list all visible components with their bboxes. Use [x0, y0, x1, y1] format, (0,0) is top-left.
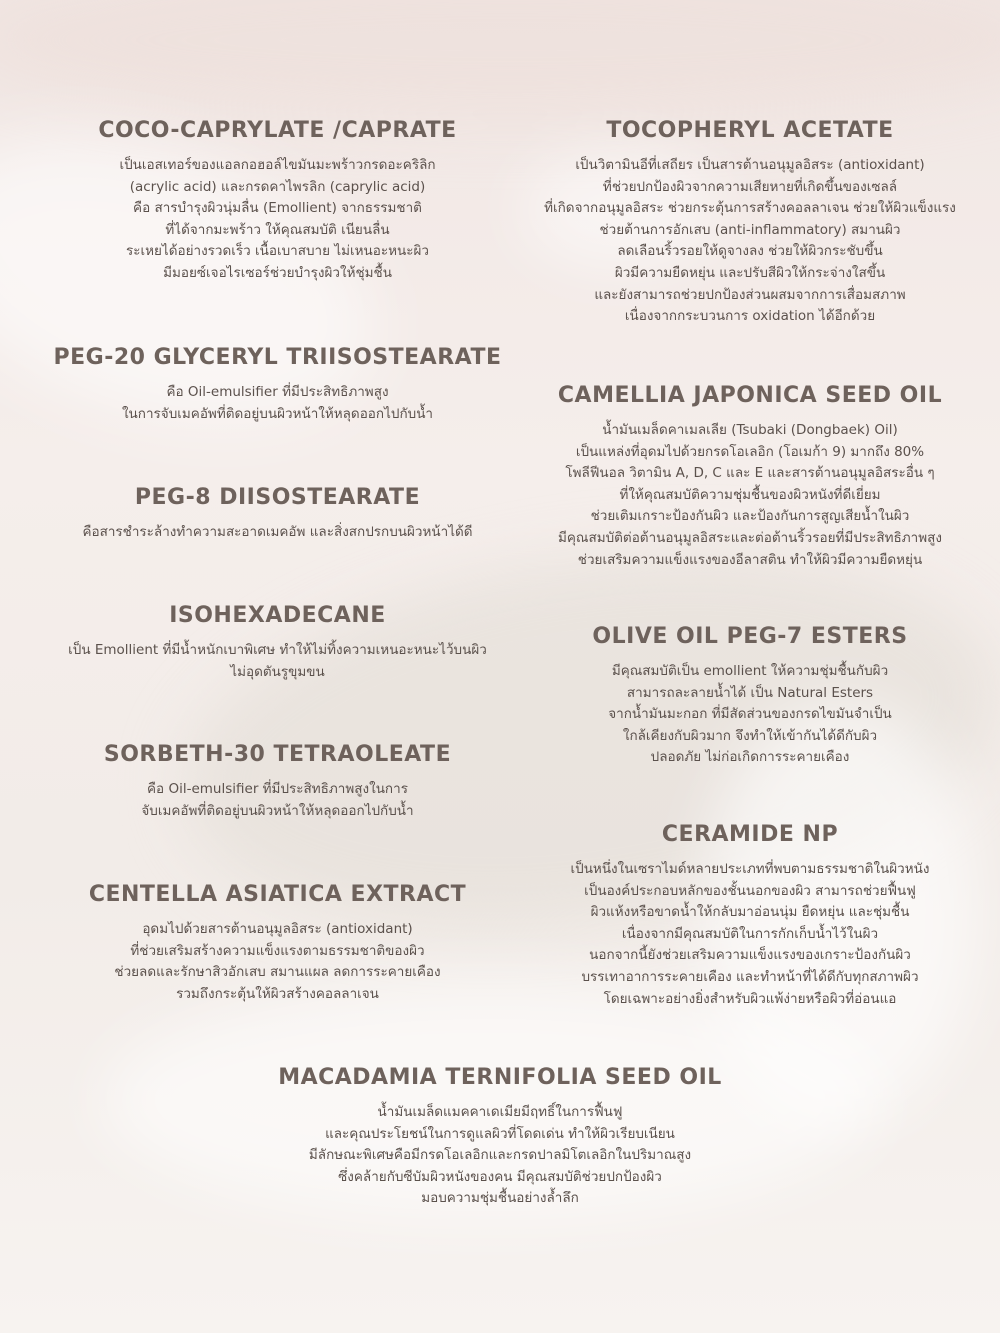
description-line: มีลักษณะพิเศษคือมีกรดโอเลอิกและกรดปาลมิโตเลอิกในปริมาณสูง	[308, 1147, 692, 1164]
ingredient-macadamia	[150, 1065, 850, 1210]
ingredient-peg-20	[40, 345, 515, 425]
ingredient-description	[40, 522, 515, 544]
description-line: ผิวมีความยืดหยุ่น และปรับสีผิวให้กระจ่างใสขึ้น	[614, 264, 886, 281]
description-line: ที่ได้จากมะพร้าว ให้คุณสมบัติ เนียนลื่น	[165, 221, 390, 238]
ingredient-description	[150, 1102, 850, 1210]
description-line: เนื่องจากกระบวนการ oxidation ได้อีกด้วย	[624, 308, 876, 325]
description-line: ที่ให้คุณสมบัติความชุ่มชื้นของผิวหนังที่ดีเยี่ยม	[619, 486, 881, 503]
ingredient-title: CAMELLIA JAPONICA SEED OIL	[557, 383, 943, 408]
description-line: ที่ช่วยปกป้องผิวจากความเสียหายที่เกิดขึ้นของเซลล์	[602, 178, 898, 195]
description-line: เนื่องจากมีคุณสมบัติในการกักเก็บน้ำไว้ในผิว	[621, 925, 879, 942]
description-line: ในการจับเมคอัพที่ติดอยู่บนผิวหน้าให้หลุดออกไปกับน้ำ	[121, 405, 434, 422]
description-line: จากน้ำมันมะกอก ที่มีสัดส่วนของกรดไขมันจำเป็น	[608, 706, 892, 723]
ingredient-camellia	[515, 383, 985, 571]
ingredient-sorbeth-30	[40, 742, 515, 822]
ingredient-description	[40, 779, 515, 822]
description-line: ช่วยเติมเกราะป้องกันผิว และป้องกันการสูญเสียน้ำในผิว	[590, 508, 910, 525]
description-line: เป็นวิตามินอีที่เสถียร เป็นสารต้านอนุมูลอิสระ (antioxidant)	[575, 157, 925, 173]
ingredient-title: PEG-8 DIISOSTEARATE	[134, 485, 421, 510]
description-line: ช่วยต้านการอักเสบ (anti-inflammatory) สมานผิว	[599, 221, 901, 238]
description-line: เป็นหนึ่งในเซราไมด์หลายประเภทที่พบตามธรรมชาติในผิวหนัง	[570, 861, 930, 877]
description-line: คือ Oil-emulsifier ที่มีประสิทธิภาพสูง	[166, 384, 389, 400]
ingredient-title: SORBETH-30 TETRAOLEATE	[103, 742, 452, 767]
description-line: โพลีฟีนอล วิตามิน A, D, C และ E และสารต้านอนุมูลอิสระอื่น ๆ	[565, 465, 935, 482]
ingredient-description	[40, 155, 515, 285]
ingredient-coco-caprylate	[40, 118, 515, 285]
description-line: อุดมไปด้วยสารต้านอนุมูลอิสระ (antioxidant)	[142, 921, 413, 937]
description-line: นอกจากนี้ยังช่วยเสริมความแข็งแรงของเกราะป้องกันผิว	[589, 947, 911, 964]
description-line: ปลอดภัย ไม่ก่อเกิดการระคายเคือง	[650, 749, 850, 766]
description-line: และยังสามารถช่วยปกป้องส่วนผสมจากการเสื่อมสภาพ	[594, 286, 906, 303]
ingredient-description	[40, 640, 515, 683]
description-line: เป็นแหล่งที่อุดมไปด้วยกรดโอเลอิก (โอเมก้า 9) มากถึง 80%	[575, 443, 925, 460]
ingredient-title: ISOHEXADECANE	[169, 603, 386, 628]
ingredient-description	[515, 859, 985, 1010]
ingredient-title: COCO-CAPRYLATE /CAPRATE	[98, 118, 457, 143]
ingredient-tocopheryl	[515, 118, 985, 328]
description-line: ช่วยเสริมความแข็งแรงของอีลาสติน ทำให้ผิวมีความยืดหยุ่น	[577, 551, 923, 568]
description-line: คือสารชำระล้างทำความสะอาดเมคอัพ และสิ่งสกปรกบนผิวหน้าได้ดี	[82, 524, 473, 540]
description-line: ที่ช่วยเสริมสร้างความแข็งแรงตามธรรมชาติของผิว	[130, 942, 425, 959]
ingredient-olive-oil	[515, 624, 985, 769]
description-line: (acrylic acid) และกรดคาไพรลิก (caprylic acid)	[129, 178, 426, 195]
description-line: คือ Oil-emulsifier ที่มีประสิทธิภาพสูงในการ	[147, 781, 408, 797]
description-line: โดยเฉพาะอย่างยิ่งสำหรับผิวแพ้ง่ายหรือผิวที่อ่อนแอ	[603, 990, 897, 1007]
ingredient-title: CENTELLA ASIATICA EXTRACT	[88, 882, 467, 907]
description-line: ผิวแห้งหรือขาดน้ำให้กลับมาอ่อนนุ่ม ยืดหยุ่น และชุ่มชื้น	[590, 904, 910, 921]
description-line: สามารถละลายน้ำได้ เป็น Natural Esters	[626, 684, 874, 701]
description-line: ซึ่งคล้ายกับซีบัมผิวหนังของคน มีคุณสมบัติช่วยปกป้องผิว	[338, 1168, 662, 1185]
ingredient-description	[515, 420, 985, 571]
ingredient-isohexadecane	[40, 603, 515, 683]
ingredient-description	[515, 155, 985, 328]
description-line: น้ำมันเมล็ดคาเมลเลีย (Tsubaki (Dongbaek) Oil)	[602, 422, 898, 438]
ingredient-ceramide	[515, 822, 985, 1010]
description-line: น้ำมันเมล็ดแมคคาเดเมียมีฤทธิ์ในการฟื้นฟู	[377, 1104, 623, 1120]
ingredient-title: TOCOPHERYL ACETATE	[606, 118, 894, 143]
description-line: ที่เกิดจากอนุมูลอิสระ ช่วยกระตุ้นการสร้างคอลลาเจน ช่วยให้ผิวแข็งแรง	[544, 200, 956, 217]
description-line: ลดเลือนริ้วรอยให้ดูจางลง ช่วยให้ผิวกระชับขึ้น	[617, 243, 883, 260]
description-line: รวมถึงกระตุ้นให้ผิวสร้างคอลลาเจน	[176, 985, 379, 1002]
ingredient-description	[40, 382, 515, 425]
ingredient-title: OLIVE OIL PEG-7 ESTERS	[592, 624, 908, 649]
description-line: มอบความชุ่มชื้นอย่างล้ำลึก	[421, 1190, 579, 1207]
description-line: เป็นองค์ประกอบหลักของชั้นนอกของผิว สามารถช่วยฟื้นฟู	[584, 882, 916, 899]
description-line: และคุณประโยชน์ในการดูแลผิวที่โดดเด่น ทำให้ผิวเรียบเนียน	[325, 1125, 675, 1142]
ingredient-title: CERAMIDE NP	[661, 822, 839, 847]
description-line: มีมอยซ์เจอไรเซอร์ช่วยบำรุงผิวให้ชุ่มชื้น	[163, 264, 392, 281]
description-line: มีคุณสมบัติต่อต้านอนุมูลอิสระและต่อต้านริ้วรอยที่มีประสิทธิภาพสูง	[558, 529, 942, 546]
description-line: คือ สารบำรุงผิวนุ่มลื่น (Emollient) จากธรรมชาติ	[133, 200, 422, 217]
description-line: จับเมคอัพที่ติดอยู่บนผิวหน้าให้หลุดออกไปกับน้ำ	[141, 802, 414, 819]
ingredient-peg-8	[40, 485, 515, 544]
description-line: เป็น Emollient ที่มีน้ำหนักเบาพิเศษ ทำให้ไม่ทิ้งความเหนอะหนะไว้บนผิว	[68, 642, 487, 658]
description-line: ใกล้เคียงกับผิวมาก จึงทำให้เข้ากันได้ดีกับผิว	[622, 727, 878, 744]
description-line: เป็นเอสเทอร์ของแอลกอฮอล์ไขมันมะพร้าวกรดอะคริลิก	[119, 157, 436, 173]
ingredient-title: PEG-20 GLYCERYL TRIISOSTEARATE	[53, 345, 502, 370]
description-line: ระเหยได้อย่างรวดเร็ว เนื้อเบาสบาย ไม่เหนอะหนะผิว	[126, 243, 429, 260]
ingredient-description	[40, 919, 515, 1005]
ingredient-description	[515, 661, 985, 769]
ingredient-title: MACADAMIA TERNIFOLIA SEED OIL	[278, 1065, 722, 1090]
description-line: ช่วยลดและรักษาสิวอักเสบ สมานแผล ลดการระคายเคือง	[114, 964, 441, 981]
description-line: บรรเทาอาการระคายเคือง และทำหน้าที่ได้ดีกับทุกสภาพผิว	[581, 968, 919, 985]
description-line: มีคุณสมบัติเป็น emollient ให้ความชุ่มชื้นกับผิว	[611, 663, 889, 679]
ingredient-centella	[40, 882, 515, 1005]
description-line: ไม่อุดตันรูขุมขน	[230, 663, 325, 680]
